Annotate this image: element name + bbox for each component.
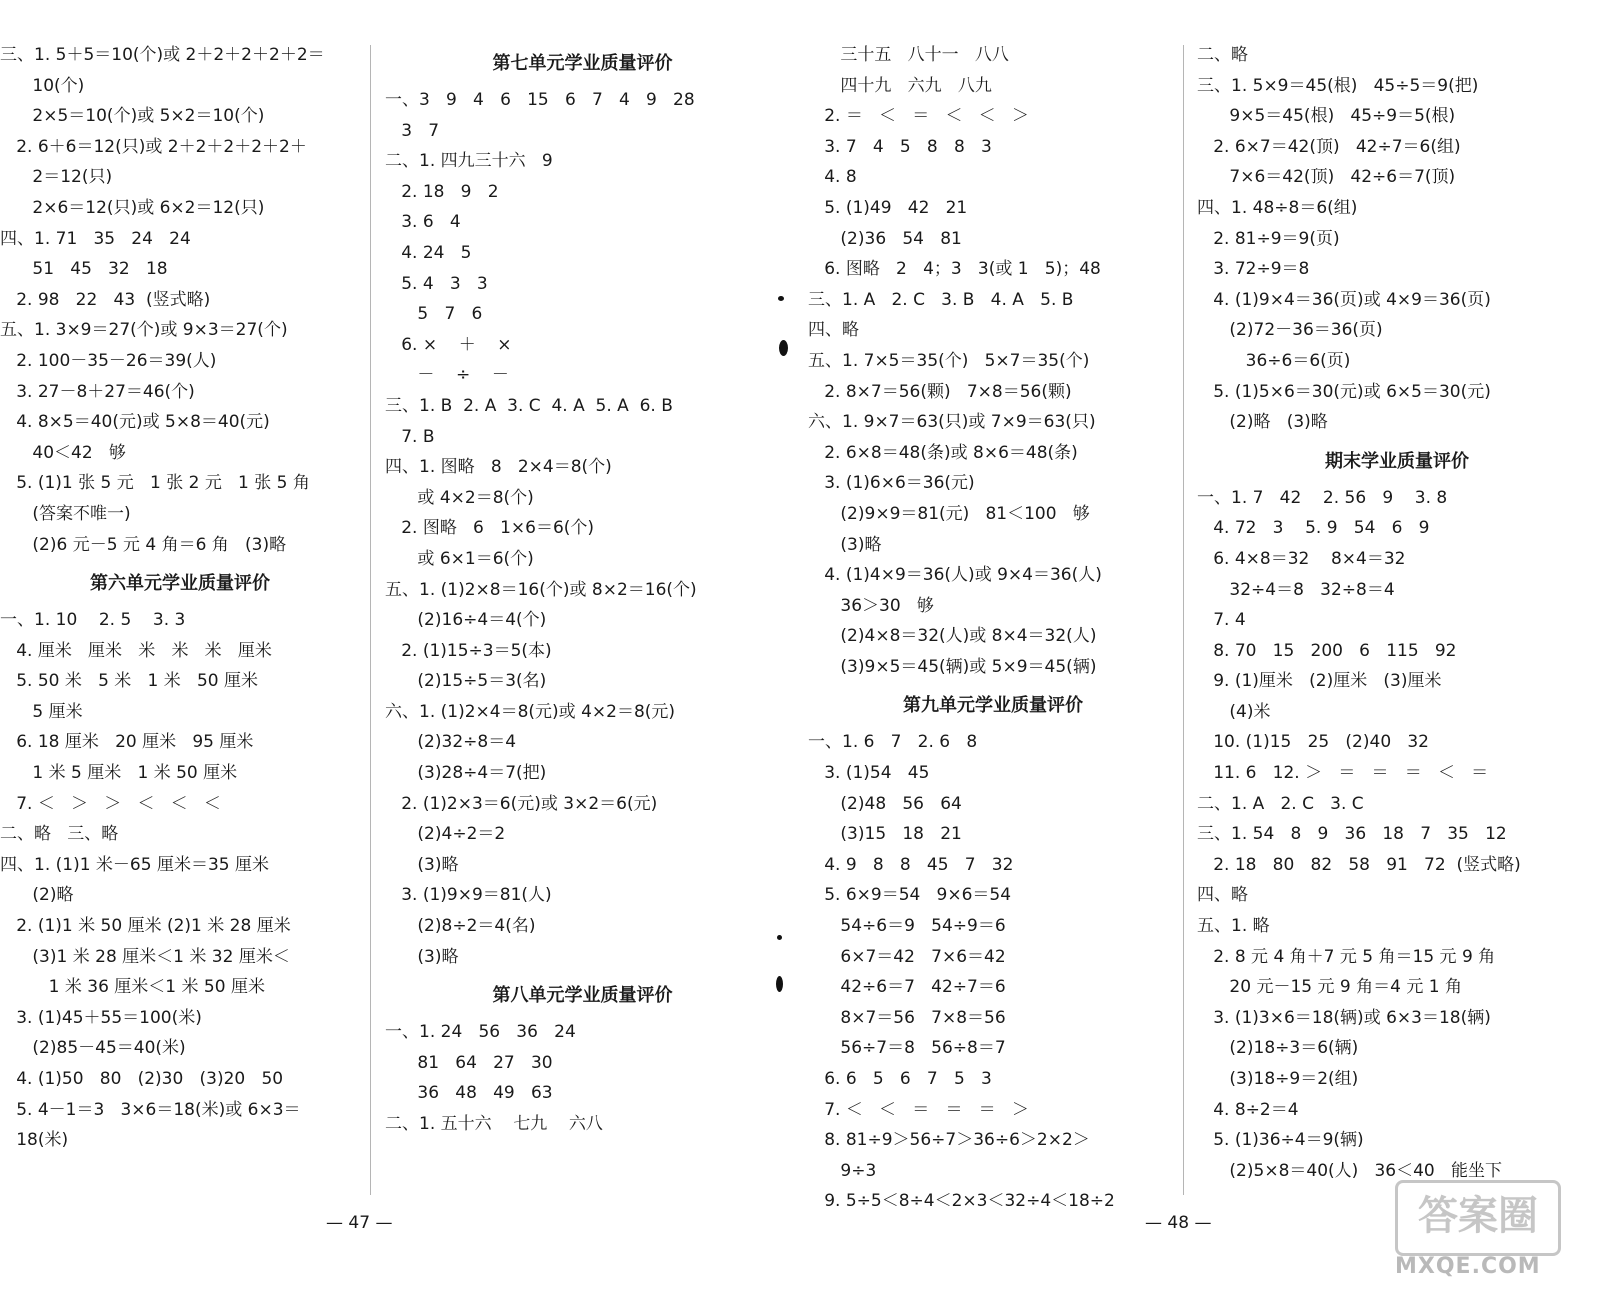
answer-line: 6. 6 5 6 7 5 3 — [808, 1069, 992, 1089]
answer-line: 6. × ＋ × — [385, 334, 512, 355]
answer-line: 9÷3 — [808, 1160, 877, 1181]
answer-line: 6. 18 厘米 20 厘米 95 厘米 — [0, 732, 254, 753]
answer-line: 36 48 49 63 — [385, 1083, 553, 1104]
answer-line: 2. 18 9 2 — [385, 181, 499, 202]
scan-speck — [778, 296, 784, 301]
answer-line: (答案不唯一) — [0, 503, 131, 524]
answer-line: 5. (1)5×6＝30(元)或 6×5＝30(元) — [1197, 381, 1491, 402]
answer-line: 9. (1)厘米 (2)厘米 (3)厘米 — [1197, 671, 1442, 692]
answer-line: 一、1. 10 2. 5 3. 3 — [0, 610, 186, 631]
answer-line: 五、1. 3×9＝27(个)或 9×3＝27(个) — [0, 320, 288, 341]
answer-line: 3. (1)54 45 — [808, 763, 930, 784]
answer-line: 四、略 — [808, 320, 859, 341]
answer-line: (3)28÷4＝7(把) — [385, 763, 547, 784]
answer-line: 51 45 32 18 — [0, 259, 168, 280]
answer-line: 2. 8×7＝56(颗) 7×8＝56(颗) — [808, 381, 1072, 402]
answer-line: 7. ＜ ＞ ＞ ＜ ＜ ＜ — [0, 793, 221, 814]
answer-line: － ÷ － — [385, 365, 509, 386]
answer-line: 4. 24 5 — [385, 242, 472, 263]
answer-line: 4. (1)9×4＝36(页)或 4×9＝36(页) — [1197, 289, 1491, 310]
answer-line: 7. ＜ ＜ ＝ ＝ ＝ ＞ — [808, 1099, 1029, 1120]
answer-line: 四、1. (1)1 米－65 厘米＝35 厘米 — [0, 854, 269, 875]
answer-line: 2. (1)15÷3＝5(本) — [385, 640, 552, 661]
answer-line: 2＝12(只) — [0, 167, 113, 188]
answer-line: 二、略 三、略 — [0, 824, 119, 845]
answer-line: 8×7＝56 7×8＝56 — [808, 1007, 1006, 1028]
answer-line: 二、1. A 2. C 3. C — [1197, 793, 1364, 814]
answer-line: 2. 6×8＝48(条)或 8×6＝48(条) — [808, 442, 1078, 463]
answer-line: (2)32÷8＝4 — [385, 732, 517, 753]
answer-line: 40＜42 够 — [0, 442, 126, 463]
answer-line: 四、略 — [1197, 885, 1248, 906]
answer-line: 5. 6×9＝54 9×6＝54 — [808, 885, 1012, 906]
answer-line: 一、1. 7 42 2. 56 9 3. 8 — [1197, 487, 1448, 508]
answer-line: 5. (1)49 42 21 — [808, 197, 968, 218]
answer-line: 或 4×2＝8(个) — [385, 487, 534, 508]
answer-line: (3)略 — [385, 946, 459, 967]
answer-line: (2)16÷4＝4(个) — [385, 610, 547, 631]
answer-line: 4. 72 3 5. 9 54 6 9 — [1197, 518, 1430, 539]
answer-line: 10. (1)15 25 (2)40 32 — [1197, 732, 1429, 753]
answer-line: 32÷4＝8 32÷8＝4 — [1197, 579, 1395, 600]
answer-line: 9. 5÷5＜8÷4＜2×3＜32÷4＜18÷2 — [808, 1191, 1115, 1212]
answer-line: 9×5＝45(根) 45÷9＝5(根) — [1197, 106, 1456, 127]
answer-line: 3. (1)9×9＝81(人) — [385, 885, 552, 906]
answer-line: 或 6×1＝6(个) — [385, 548, 534, 569]
answer-line: 8. 70 15 200 6 115 92 — [1197, 640, 1457, 661]
answer-line: 5. 4－1＝3 3×6＝18(米)或 6×3＝ — [0, 1099, 301, 1120]
answer-line: 四十九 六九 八九 — [808, 75, 992, 96]
answer-line: (2)48 56 64 — [808, 793, 962, 814]
answer-line: 2×6＝12(只)或 6×2＝12(只) — [0, 197, 265, 218]
answer-line: 1 米 5 厘米 1 米 50 厘米 — [0, 763, 238, 784]
watermark — [1395, 1180, 1585, 1290]
answer-line: 4. 8 — [808, 167, 857, 188]
answer-line: 3. 27－8＋27＝46(个) — [0, 381, 195, 402]
answer-line: 3. (1)3×6＝18(辆)或 6×3＝18(辆) — [1197, 1007, 1491, 1028]
answer-line: 5. (1)36÷4＝9(辆) — [1197, 1130, 1364, 1151]
watermark-url: MXQE.COM — [1395, 1254, 1541, 1279]
answer-line: 五、1. (1)2×8＝16(个)或 8×2＝16(个) — [385, 579, 697, 600]
answer-line: 2. 6×7＝42(顶) 42÷7＝6(组) — [1197, 136, 1461, 157]
answer-line: 4. (1)4×9＝36(人)或 9×4＝36(人) — [808, 565, 1102, 586]
answer-column-4 — [1197, 40, 1597, 1186]
answer-line: 五、1. 略 — [1197, 916, 1270, 937]
answer-line: 四、1. 71 35 24 24 — [0, 228, 191, 249]
answer-line: 一、1. 6 7 2. 6 8 — [808, 732, 978, 753]
answer-line: (2)略 — [0, 885, 74, 906]
answer-line: 5. 4 3 3 — [385, 273, 488, 294]
answer-line: 四、1. 48÷8＝6(组) — [1197, 197, 1358, 218]
answer-line: 6. 4×8＝32 8×4＝32 — [1197, 548, 1406, 569]
answer-line: 20 元－15 元 9 角＝4 元 1 角 — [1197, 977, 1462, 998]
answer-line: (2)4×8＝32(人)或 8×4＝32(人) — [808, 626, 1097, 647]
section-heading: 期末学业质量评价 — [1325, 450, 1469, 472]
column-divider — [370, 45, 371, 1195]
answer-line: (2)8÷2＝4(名) — [385, 916, 536, 937]
answer-line: 2. 100－35－26＝39(人) — [0, 350, 217, 371]
answer-line: 5. 50 米 5 米 1 米 50 厘米 — [0, 671, 258, 692]
answer-line: 3 7 — [385, 120, 440, 141]
answer-line: 7×6＝42(顶) 42÷6＝7(顶) — [1197, 167, 1456, 188]
answer-line: 3. 7 4 5 8 8 3 — [808, 136, 992, 157]
answer-line: 4. 厘米 厘米 米 米 米 厘米 — [0, 640, 272, 661]
answer-line: 18(米) — [0, 1130, 69, 1151]
answer-line: 二、1. 五十六 七九 六八 — [385, 1114, 603, 1134]
answer-line: 7. 4 — [1197, 610, 1246, 631]
scan-speck — [777, 935, 782, 940]
answer-line: 2. (1)2×3＝6(元)或 3×2＝6(元) — [385, 793, 658, 814]
answer-line: 3. 72÷9＝8 — [1197, 259, 1310, 280]
answer-line: 一、3 9 4 6 15 6 7 4 9 28 — [385, 90, 695, 110]
answer-line: 3. (1)45＋55＝100(米) — [0, 1007, 202, 1028]
answer-line: 2. 8 元 4 角＋7 元 5 角＝15 元 9 角 — [1197, 946, 1496, 967]
answer-line: 2. 98 22 43 (竖式略) — [0, 289, 211, 310]
answer-line: 二、略 — [1197, 45, 1248, 65]
answer-line: 36＞30 够 — [808, 595, 934, 616]
answer-line: 四、1. 图略 8 2×4＝8(个) — [385, 457, 612, 478]
answer-line: 36÷6＝6(页) — [1197, 350, 1351, 371]
answer-line: 2×5＝10(个)或 5×2＝10(个) — [0, 106, 265, 127]
answer-line: 81 64 27 30 — [385, 1052, 553, 1073]
answer-line: 2. 81÷9＝9(页) — [1197, 228, 1340, 249]
answer-line: (3)略 — [385, 854, 459, 875]
answer-line: (2)85－45＝40(米) — [0, 1038, 186, 1059]
answer-line: 5. (1)1 张 5 元 1 张 2 元 1 张 5 角 — [0, 473, 310, 494]
answer-line: (3)1 米 28 厘米＜1 米 32 厘米＜ — [0, 946, 290, 967]
answer-line: 三、1. A 2. C 3. B 4. A 5. B — [808, 289, 1074, 310]
answer-line: (3)18÷9＝2(组) — [1197, 1069, 1359, 1089]
answer-line: 11. 6 12. ＞ ＝ ＝ ＝ ＜ ＝ — [1197, 763, 1489, 784]
answer-line: 三、1. 5＋5＝10(个)或 2＋2＋2＋2＋2＝ — [0, 45, 325, 65]
answer-line: 三、1. 5×9＝45(根) 45÷5＝9(把) — [1197, 75, 1479, 96]
answer-column-1 — [0, 40, 360, 1156]
answer-line: 8. 81÷9＞56÷7＞36÷6＞2×2＞ — [808, 1130, 1090, 1151]
answer-line: (2)36 54 81 — [808, 228, 962, 249]
answer-line: 4. (1)50 80 (2)30 (3)20 50 — [0, 1069, 284, 1089]
section-heading: 第八单元学业质量评价 — [492, 985, 673, 1007]
answer-line: 2. 18 80 82 58 91 72 (竖式略) — [1197, 854, 1521, 875]
answer-column-3 — [808, 40, 1178, 1217]
answer-line: 六、1. 9×7＝63(只)或 7×9＝63(只) — [808, 412, 1096, 433]
answer-line: (2)5×8＝40(人) 36＜40 能坐下 — [1197, 1160, 1502, 1181]
answer-line: (3)略 — [808, 534, 882, 555]
section-heading: 第七单元学业质量评价 — [492, 53, 673, 74]
answer-line: 三、1. B 2. A 3. C 4. A 5. A 6. B — [385, 395, 673, 416]
answer-line: 2. 6＋6＝12(只)或 2＋2＋2＋2＋2＋ — [0, 136, 307, 157]
answer-line: 一、1. 24 56 36 24 — [385, 1022, 576, 1043]
answer-line: 56÷7＝8 56÷8＝7 — [808, 1038, 1006, 1059]
answer-line: (4)米 — [1197, 701, 1271, 722]
answer-line: 六、1. (1)2×4＝8(元)或 4×2＝8(元) — [385, 701, 676, 722]
answer-line: 7. B — [385, 426, 435, 447]
page-number-left: — 47 — — [326, 1213, 393, 1233]
watermark-logo: 答案圈 — [1395, 1180, 1561, 1256]
section-heading: 第六单元学业质量评价 — [90, 573, 270, 595]
answer-line: 5 厘米 — [0, 701, 83, 722]
answer-line: (2)72－36＝36(页) — [1197, 320, 1383, 341]
answer-line: 2. ＝ ＜ ＝ ＜ ＜ ＞ — [808, 106, 1029, 127]
answer-line: 10(个) — [0, 75, 85, 96]
answer-line: (2)6 元－5 元 4 角＝6 角 (3)略 — [0, 534, 287, 555]
answer-line: 4. 8×5＝40(元)或 5×8＝40(元) — [0, 412, 270, 433]
answer-line: 三十五 八十一 八八 — [808, 45, 1009, 65]
section-heading: 第九单元学业质量评价 — [903, 695, 1083, 717]
answer-line: 6×7＝42 7×6＝42 — [808, 946, 1006, 967]
answer-line: 42÷6＝7 42÷7＝6 — [808, 977, 1006, 998]
answer-line: 3. 6 4 — [385, 212, 461, 233]
answer-line: 6. 图略 2 4；3 3(或 1 5)；48 — [808, 259, 1101, 280]
answer-line: 3. (1)6×6＝36(元) — [808, 473, 975, 494]
answer-column-2 — [385, 40, 780, 1140]
answer-line: 5 7 6 — [385, 304, 483, 325]
answer-line: 4. 9 8 8 45 7 32 — [808, 854, 1014, 875]
answer-line: 2. 图略 6 1×6＝6(个) — [385, 518, 595, 539]
answer-line: 4. 8÷2＝4 — [1197, 1099, 1299, 1120]
column-divider — [1183, 45, 1184, 1195]
answer-line: 三、1. 54 8 9 36 18 7 35 12 — [1197, 824, 1507, 845]
scan-speck — [776, 976, 783, 992]
answer-line: (2)略 (3)略 — [1197, 412, 1328, 433]
page-number-right: — 48 — — [1145, 1213, 1212, 1233]
answer-line: (3)9×5＝45(辆)或 5×9＝45(辆) — [808, 656, 1097, 677]
answer-line: (2)18÷3＝6(辆) — [1197, 1038, 1359, 1059]
answer-line: (2)4÷2＝2 — [385, 824, 506, 845]
answer-line: 54÷6＝9 54÷9＝6 — [808, 916, 1006, 937]
answer-line: 二、1. 四九三十六 9 — [385, 151, 553, 172]
answer-line: 2. (1)1 米 50 厘米 (2)1 米 28 厘米 — [0, 916, 291, 937]
answer-line: 1 米 36 厘米＜1 米 50 厘米 — [0, 977, 265, 998]
answer-line: (3)15 18 21 — [808, 824, 962, 845]
scan-speck — [779, 340, 788, 356]
answer-line: (2)15÷5＝3(名) — [385, 671, 547, 692]
answer-line: (2)9×9＝81(元) 81＜100 够 — [808, 503, 1090, 524]
answer-line: 五、1. 7×5＝35(个) 5×7＝35(个) — [808, 350, 1090, 371]
